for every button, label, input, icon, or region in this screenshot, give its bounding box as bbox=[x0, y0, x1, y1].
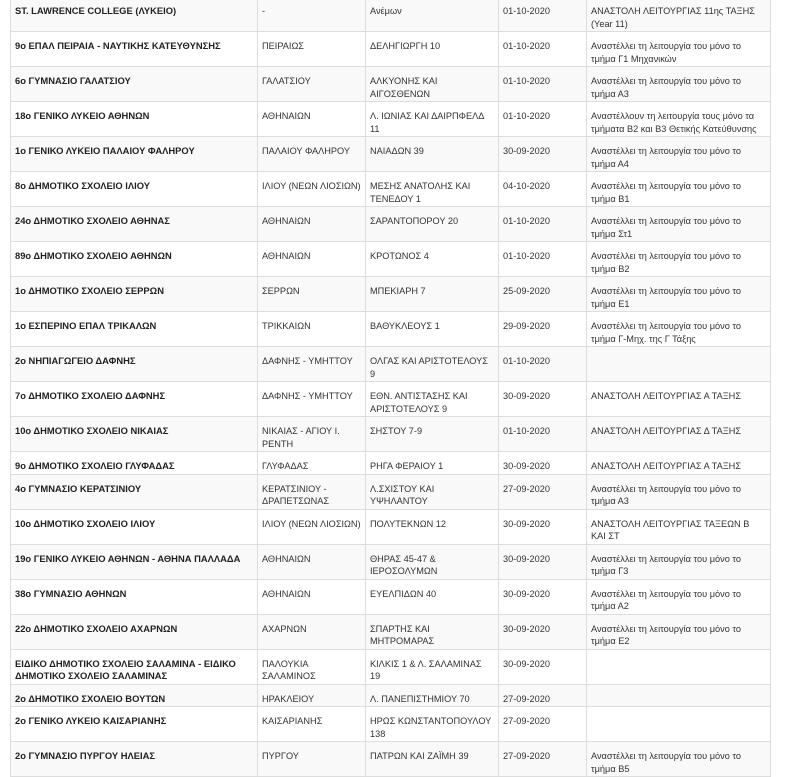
school-name-cell: 7ο ΔΗΜΟΤΙΚΟ ΣΧΟΛΕΙΟ ΔΑΦΝΗΣ bbox=[11, 382, 258, 417]
municipality-cell: ΚΑΙΣΑΡΙΑΝΗΣ bbox=[258, 707, 366, 742]
school-name-cell: 2ο ΓΕΝΙΚΟ ΛΥΚΕΙΟ ΚΑΙΣΑΡΙΑΝΗΣ bbox=[11, 707, 258, 742]
school-name-cell: 9ο ΕΠΑΛ ΠΕΙΡΑΙΑ - ΝΑΥΤΙΚΗΣ ΚΑΤΕΥΘΥΝΣΗΣ bbox=[11, 32, 258, 67]
table-row bbox=[11, 649, 771, 684]
date-cell: 30-09-2020 bbox=[499, 579, 587, 614]
note-cell bbox=[587, 684, 771, 707]
date-cell: 01-10-2020 bbox=[499, 0, 587, 32]
table-row bbox=[11, 32, 771, 67]
date-cell: 27-09-2020 bbox=[499, 742, 587, 777]
address-cell: ΡΗΓΑ ΦΕΡΑΙΟΥ 1 bbox=[366, 452, 499, 475]
table-row bbox=[11, 579, 771, 614]
address-cell: ΗΡΩΣ ΚΩΝΣΤΑΝΤΟΠΟΥΛΟΥ 138 bbox=[366, 707, 499, 742]
table-row bbox=[11, 614, 771, 649]
table-row bbox=[11, 0, 771, 32]
address-cell: ΣΠΑΡΤΗΣ ΚΑΙ ΜΗΤΡΟΜΑΡΑΣ bbox=[366, 614, 499, 649]
table-body bbox=[11, 0, 771, 777]
municipality-cell: ΑΘΗΝΑΙΩΝ bbox=[258, 544, 366, 579]
date-cell: 25-09-2020 bbox=[499, 277, 587, 312]
date-cell: 27-09-2020 bbox=[499, 474, 587, 509]
address-cell: ΘΗΡΑΣ 45-47 & ΙΕΡΟΣΟΛΥΜΩΝ bbox=[366, 544, 499, 579]
note-cell: Αναστέλλει τη λειτουργία του μόνο το τμήμα Ε2 bbox=[587, 614, 771, 649]
municipality-cell: ΑΘΗΝΑΙΩΝ bbox=[258, 242, 366, 277]
address-cell: ΟΛΓΑΣ ΚΑΙ ΑΡΙΣΤΟΤΕΛΟΥΣ 9 bbox=[366, 347, 499, 382]
municipality-cell: ΠΑΛΑΙΟΥ ΦΑΛΗΡΟΥ bbox=[258, 137, 366, 172]
municipality-cell: - bbox=[258, 0, 366, 32]
note-cell: ΑΝΑΣΤΟΛΗ ΛΕΙΤΟΥΡΓΙΑΣ Δ ΤΑΞΗΣ bbox=[587, 417, 771, 452]
school-name-cell: 2ο ΓΥΜΝΑΣΙΟ ΠΥΡΓΟΥ ΗΛΕΙΑΣ bbox=[11, 742, 258, 777]
note-cell: ΑΝΑΣΤΟΛΗ ΛΕΙΤΟΥΡΓΙΑΣ ΤΑΞΕΩΝ Β ΚΑΙ ΣΤ bbox=[587, 509, 771, 544]
date-cell: 01-10-2020 bbox=[499, 417, 587, 452]
municipality-cell: ΓΛΥΦΑΔΑΣ bbox=[258, 452, 366, 475]
school-name-cell: 8ο ΔΗΜΟΤΙΚΟ ΣΧΟΛΕΙΟ ΙΛΙΟΥ bbox=[11, 172, 258, 207]
table-row bbox=[11, 172, 771, 207]
address-cell: ΠΟΛΥΤΕΚΝΩΝ 12 bbox=[366, 509, 499, 544]
municipality-cell: ΠΕΙΡΑΙΩΣ bbox=[258, 32, 366, 67]
address-cell: ΚΙΛΚΙΣ 1 & Λ. ΣΑΛΑΜΙΝΑΣ 19 bbox=[366, 649, 499, 684]
municipality-cell: ΤΡΙΚΚΑΙΩΝ bbox=[258, 312, 366, 347]
date-cell: 30-09-2020 bbox=[499, 382, 587, 417]
school-name-cell: 1ο ΔΗΜΟΤΙΚΟ ΣΧΟΛΕΙΟ ΣΕΡΡΩΝ bbox=[11, 277, 258, 312]
note-cell: Αναστέλλει τη λειτουργία του μόνο το τμήμα Α2 bbox=[587, 579, 771, 614]
address-cell: ΚΡΟΤΩΝΟΣ 4 bbox=[366, 242, 499, 277]
table-row bbox=[11, 452, 771, 475]
school-name-cell: 22ο ΔΗΜΟΤΙΚΟ ΣΧΟΛΕΙΟ ΑΧΑΡΝΩΝ bbox=[11, 614, 258, 649]
school-name-cell: 9ο ΔΗΜΟΤΙΚΟ ΣΧΟΛΕΙΟ ΓΛΥΦΑΔΑΣ bbox=[11, 452, 258, 475]
address-cell: Λ. ΠΑΝΕΠΙΣΤΗΜΙΟΥ 70 bbox=[366, 684, 499, 707]
table-row bbox=[11, 509, 771, 544]
address-cell: Ανέμων bbox=[366, 0, 499, 32]
note-cell: Αναστέλλει τη λειτουργία του μόνο το τμήμα Γ3 bbox=[587, 544, 771, 579]
note-cell: Αναστέλλει τη λειτουργία του μόνο το τμήμα Α3 bbox=[587, 67, 771, 102]
date-cell: 01-10-2020 bbox=[499, 32, 587, 67]
date-cell: 30-09-2020 bbox=[499, 614, 587, 649]
table-row bbox=[11, 312, 771, 347]
note-cell: Αναστέλλει τη λειτουργία του μόνο το τμήμα Α4 bbox=[587, 137, 771, 172]
address-cell: ΝΑΙΑΔΩΝ 39 bbox=[366, 137, 499, 172]
table-row bbox=[11, 207, 771, 242]
school-name-cell: ΕΙΔΙΚΟ ΔΗΜΟΤΙΚΟ ΣΧΟΛΕΙΟ ΣΑΛΑΜΙΝΑ - ΕΙΔΙΚΟ ΔΗΜΟΤΙΚΟ ΣΧΟΛΕΙΟ ΣΑΛΑΜΙΝΑΣ bbox=[11, 649, 258, 684]
school-name-cell: 2ο ΝΗΠΙΑΓΩΓΕΙΟ ΔΑΦΝΗΣ bbox=[11, 347, 258, 382]
note-cell: Αναστέλλει τη λειτουργία του μόνο το τμήμα Β1 bbox=[587, 172, 771, 207]
address-cell: ΔΕΛΗΓΙΩΡΓΗ 10 bbox=[366, 32, 499, 67]
date-cell: 30-09-2020 bbox=[499, 509, 587, 544]
date-cell: 04-10-2020 bbox=[499, 172, 587, 207]
note-cell: Αναστέλλει τη λειτουργία του μόνο το τμήμα Β2 bbox=[587, 242, 771, 277]
table-row bbox=[11, 684, 771, 707]
note-cell: Αναστέλλει τη λειτουργία του μόνο το τμήμα Α3 bbox=[587, 474, 771, 509]
note-cell: ΑΝΑΣΤΟΛΗ ΛΕΙΤΟΥΡΓΙΑΣ Α ΤΑΞΗΣ bbox=[587, 452, 771, 475]
date-cell: 27-09-2020 bbox=[499, 684, 587, 707]
municipality-cell: ΙΛΙΟΥ (ΝΕΩΝ ΛΙΟΣΙΩΝ) bbox=[258, 172, 366, 207]
municipality-cell: ΑΘΗΝΑΙΩΝ bbox=[258, 207, 366, 242]
address-cell: ΒΑΘΥΚΛΕΟΥΣ 1 bbox=[366, 312, 499, 347]
date-cell: 01-10-2020 bbox=[499, 347, 587, 382]
municipality-cell: ΑΧΑΡΝΩΝ bbox=[258, 614, 366, 649]
note-cell: ΑΝΑΣΤΟΛΗ ΛΕΙΤΟΥΡΓΙΑΣ 11ης ΤΑΞΗΣ (Year 11) bbox=[587, 0, 771, 32]
school-name-cell: 1ο ΕΣΠΕΡΙΝΟ ΕΠΑΛ ΤΡΙΚΑΛΩΝ bbox=[11, 312, 258, 347]
note-cell: ΑΝΑΣΤΟΛΗ ΛΕΙΤΟΥΡΓΙΑΣ Α ΤΑΞΗΣ bbox=[587, 382, 771, 417]
municipality-cell: ΝΙΚΑΙΑΣ - ΑΓΙΟΥ Ι. ΡΕΝΤΗ bbox=[258, 417, 366, 452]
school-name-cell: 89ο ΔΗΜΟΤΙΚΟ ΣΧΟΛΕΙΟ ΑΘΗΝΩΝ bbox=[11, 242, 258, 277]
municipality-cell: ΑΘΗΝΑΙΩΝ bbox=[258, 102, 366, 137]
address-cell: ΜΕΣΗΣ ΑΝΑΤΟΛΗΣ ΚΑΙ ΤΕΝΕΔΟΥ 1 bbox=[366, 172, 499, 207]
municipality-cell: ΗΡΑΚΛΕΙΟΥ bbox=[258, 684, 366, 707]
school-name-cell: 18ο ΓΕΝΙΚΟ ΛΥΚΕΙΟ ΑΘΗΝΩΝ bbox=[11, 102, 258, 137]
municipality-cell: ΠΥΡΓΟΥ bbox=[258, 742, 366, 777]
date-cell: 01-10-2020 bbox=[499, 102, 587, 137]
address-cell: Λ.ΣΧΙΣΤΟΥ ΚΑΙ ΥΨΗΛΑΝΤΟΥ bbox=[366, 474, 499, 509]
address-cell: ΣΑΡΑΝΤΟΠΟΡΟΥ 20 bbox=[366, 207, 499, 242]
municipality-cell: ΣΕΡΡΩΝ bbox=[258, 277, 366, 312]
school-name-cell: 4ο ΓΥΜΝΑΣΙΟ ΚΕΡΑΤΣΙΝΙΟΥ bbox=[11, 474, 258, 509]
table-row bbox=[11, 137, 771, 172]
date-cell: 30-09-2020 bbox=[499, 544, 587, 579]
note-cell: Αναστέλλει τη λειτουργία του μόνο το τμήμα Β5 bbox=[587, 742, 771, 777]
note-cell: Αναστέλλει τη λειτουργία του μόνο το τμήμα Στ1 bbox=[587, 207, 771, 242]
note-cell bbox=[587, 707, 771, 742]
table-row bbox=[11, 102, 771, 137]
table-row bbox=[11, 347, 771, 382]
school-name-cell: 6ο ΓΥΜΝΑΣΙΟ ΓΑΛΑΤΣΙΟΥ bbox=[11, 67, 258, 102]
address-cell: ΣΗΣΤΟΥ 7-9 bbox=[366, 417, 499, 452]
table-row bbox=[11, 382, 771, 417]
table-row bbox=[11, 67, 771, 102]
date-cell: 01-10-2020 bbox=[499, 67, 587, 102]
note-cell: Αναστέλλει τη λειτουργία του μόνο το τμήμα Γ-Μηχ. της Γ Τάξης bbox=[587, 312, 771, 347]
address-cell: ΠΑΤΡΩΝ ΚΑΙ ΖΑΪΜΗ 39 bbox=[366, 742, 499, 777]
address-cell: ΕΥΕΛΠΙΔΩΝ 40 bbox=[366, 579, 499, 614]
note-cell: Αναστέλλει τη λειτουργία του μόνο το τμήμα Γ1 Μηχανικών bbox=[587, 32, 771, 67]
municipality-cell: ΚΕΡΑΤΣΙΝΙΟΥ - ΔΡΑΠΕΤΣΩΝΑΣ bbox=[258, 474, 366, 509]
date-cell: 27-09-2020 bbox=[499, 707, 587, 742]
municipality-cell: ΓΑΛΑΤΣΙΟΥ bbox=[258, 67, 366, 102]
table-row bbox=[11, 277, 771, 312]
school-name-cell: 10ο ΔΗΜΟΤΙΚΟ ΣΧΟΛΕΙΟ ΙΛΙΟΥ bbox=[11, 509, 258, 544]
school-name-cell: 10ο ΔΗΜΟΤΙΚΟ ΣΧΟΛΕΙΟ ΝΙΚΑΙΑΣ bbox=[11, 417, 258, 452]
school-closures-table-container bbox=[10, 0, 770, 777]
address-cell: ΑΛΚΥΟΝΗΣ ΚΑΙ ΑΙΓΟΣΘΕΝΩΝ bbox=[366, 67, 499, 102]
municipality-cell: ΔΑΦΝΗΣ - ΥΜΗΤΤΟΥ bbox=[258, 382, 366, 417]
table-row bbox=[11, 544, 771, 579]
note-cell: Αναστέλλει τη λειτουργία του μόνο το τμήμα Ε1 bbox=[587, 277, 771, 312]
date-cell: 30-09-2020 bbox=[499, 452, 587, 475]
school-name-cell: 19ο ΓΕΝΙΚΟ ΛΥΚΕΙΟ ΑΘΗΝΩΝ - ΑΘΗΝΑ ΠΑΛΛΑΔΑ bbox=[11, 544, 258, 579]
table-row bbox=[11, 417, 771, 452]
table-row bbox=[11, 474, 771, 509]
municipality-cell: ΔΑΦΝΗΣ - ΥΜΗΤΤΟΥ bbox=[258, 347, 366, 382]
school-name-cell: 38ο ΓΥΜΝΑΣΙΟ ΑΘΗΝΩΝ bbox=[11, 579, 258, 614]
address-cell: ΜΠΕΚΙΑΡΗ 7 bbox=[366, 277, 499, 312]
municipality-cell: ΙΛΙΟΥ (ΝΕΩΝ ΛΙΟΣΙΩΝ) bbox=[258, 509, 366, 544]
table-row bbox=[11, 707, 771, 742]
address-cell: Λ. ΙΩΝΙΑΣ ΚΑΙ ΔΑΙΡΠΦΕΛΔ 11 bbox=[366, 102, 499, 137]
note-cell: Αναστέλλουν τη λειτουργία τους μόνο τα τμήματα Β2 και Β3 Θετικής Κατεύθυνσης bbox=[587, 102, 771, 137]
municipality-cell: ΠΑΛΟΥΚΙΑ ΣΑΛΑΜΙΝΟΣ bbox=[258, 649, 366, 684]
table-row bbox=[11, 742, 771, 777]
school-name-cell: ST. LAWRENCE COLLEGE (ΛΥΚΕΙΟ) bbox=[11, 0, 258, 32]
school-name-cell: 2ο ΔΗΜΟΤΙΚΟ ΣΧΟΛΕΙΟ ΒΟΥΤΩΝ bbox=[11, 684, 258, 707]
note-cell bbox=[587, 347, 771, 382]
school-name-cell: 1ο ΓΕΝΙΚΟ ΛΥΚΕΙΟ ΠΑΛΑΙΟΥ ΦΑΛΗΡΟΥ bbox=[11, 137, 258, 172]
date-cell: 29-09-2020 bbox=[499, 312, 587, 347]
address-cell: ΕΘΝ. ΑΝΤΙΣΤΑΣΗΣ ΚΑΙ ΑΡΙΣΤΟΤΕΛΟΥΣ 9 bbox=[366, 382, 499, 417]
school-closures-table bbox=[10, 0, 771, 777]
date-cell: 30-09-2020 bbox=[499, 649, 587, 684]
date-cell: 30-09-2020 bbox=[499, 137, 587, 172]
date-cell: 01-10-2020 bbox=[499, 207, 587, 242]
school-name-cell: 24ο ΔΗΜΟΤΙΚΟ ΣΧΟΛΕΙΟ ΑΘΗΝΑΣ bbox=[11, 207, 258, 242]
note-cell bbox=[587, 649, 771, 684]
date-cell: 01-10-2020 bbox=[499, 242, 587, 277]
table-row bbox=[11, 242, 771, 277]
municipality-cell: ΑΘΗΝΑΙΩΝ bbox=[258, 579, 366, 614]
